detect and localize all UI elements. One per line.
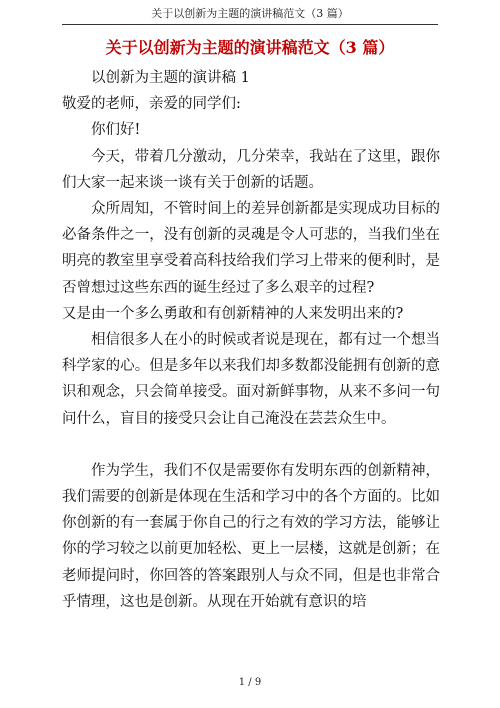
paragraph-2: 众所周知，不管时间上的差异创新都是实现成功目标的必备条件之一，没有创新的灵魂是令人可悲的，当我们坐在明亮的教室里享受着高科技给我们学习上带来的便利时，是否曾想过这些东西的诞生经过了多么艰辛的过程? (62, 201, 440, 296)
running-header: 关于以创新为主题的演讲稿范文（3 篇） (151, 7, 349, 20)
header-divider (62, 24, 438, 25)
paragraph-1: 今天，带着几分激动，几分荣幸，我站在了这里，跟你们大家一起来谈一谈有关于创新的话题。 (62, 148, 440, 191)
paragraph-gap (62, 432, 440, 458)
paragraph-5: 作为学生，我们不仅是需要你有发明东西的创新精神，我们需要的创新是体现在生活和学习中的各个方面的。比如你创新的有一套属于你自己的行之有效的学习方法，能够让你的学习较之以前更加轻松、更上一层楼，这就是创新；在老师提问时，你回答的答案跟别人与众不同，但是也非常合乎情理，这也是创新。从现在开始就有意识的培 (62, 462, 440, 610)
document-body (62, 65, 440, 615)
page-indicator: 1 / 9 (238, 677, 262, 688)
document-subtitle: 以创新为主题的演讲稿 1 (91, 70, 250, 86)
paragraph-4: 相信很多人在小的时候或者说是现在，都有过一个想当科学家的心。但是多年以来我们却多数都没能拥有创新的意识和观念，只会简单接受。面对新鲜事物，从来不多问一句问什么，盲目的接受只会让自己淹没在芸芸众生中。 (62, 332, 440, 427)
paragraph-3: 又是由一个多么勇敢和有创新精神的人来发明出来的? (62, 305, 404, 322)
salutation: 敬爱的老师，亲爱的同学们: (62, 96, 241, 113)
greeting: 你们好! (91, 122, 141, 139)
document-title: 关于以创新为主题的演讲稿范文（3 篇） (105, 38, 395, 57)
